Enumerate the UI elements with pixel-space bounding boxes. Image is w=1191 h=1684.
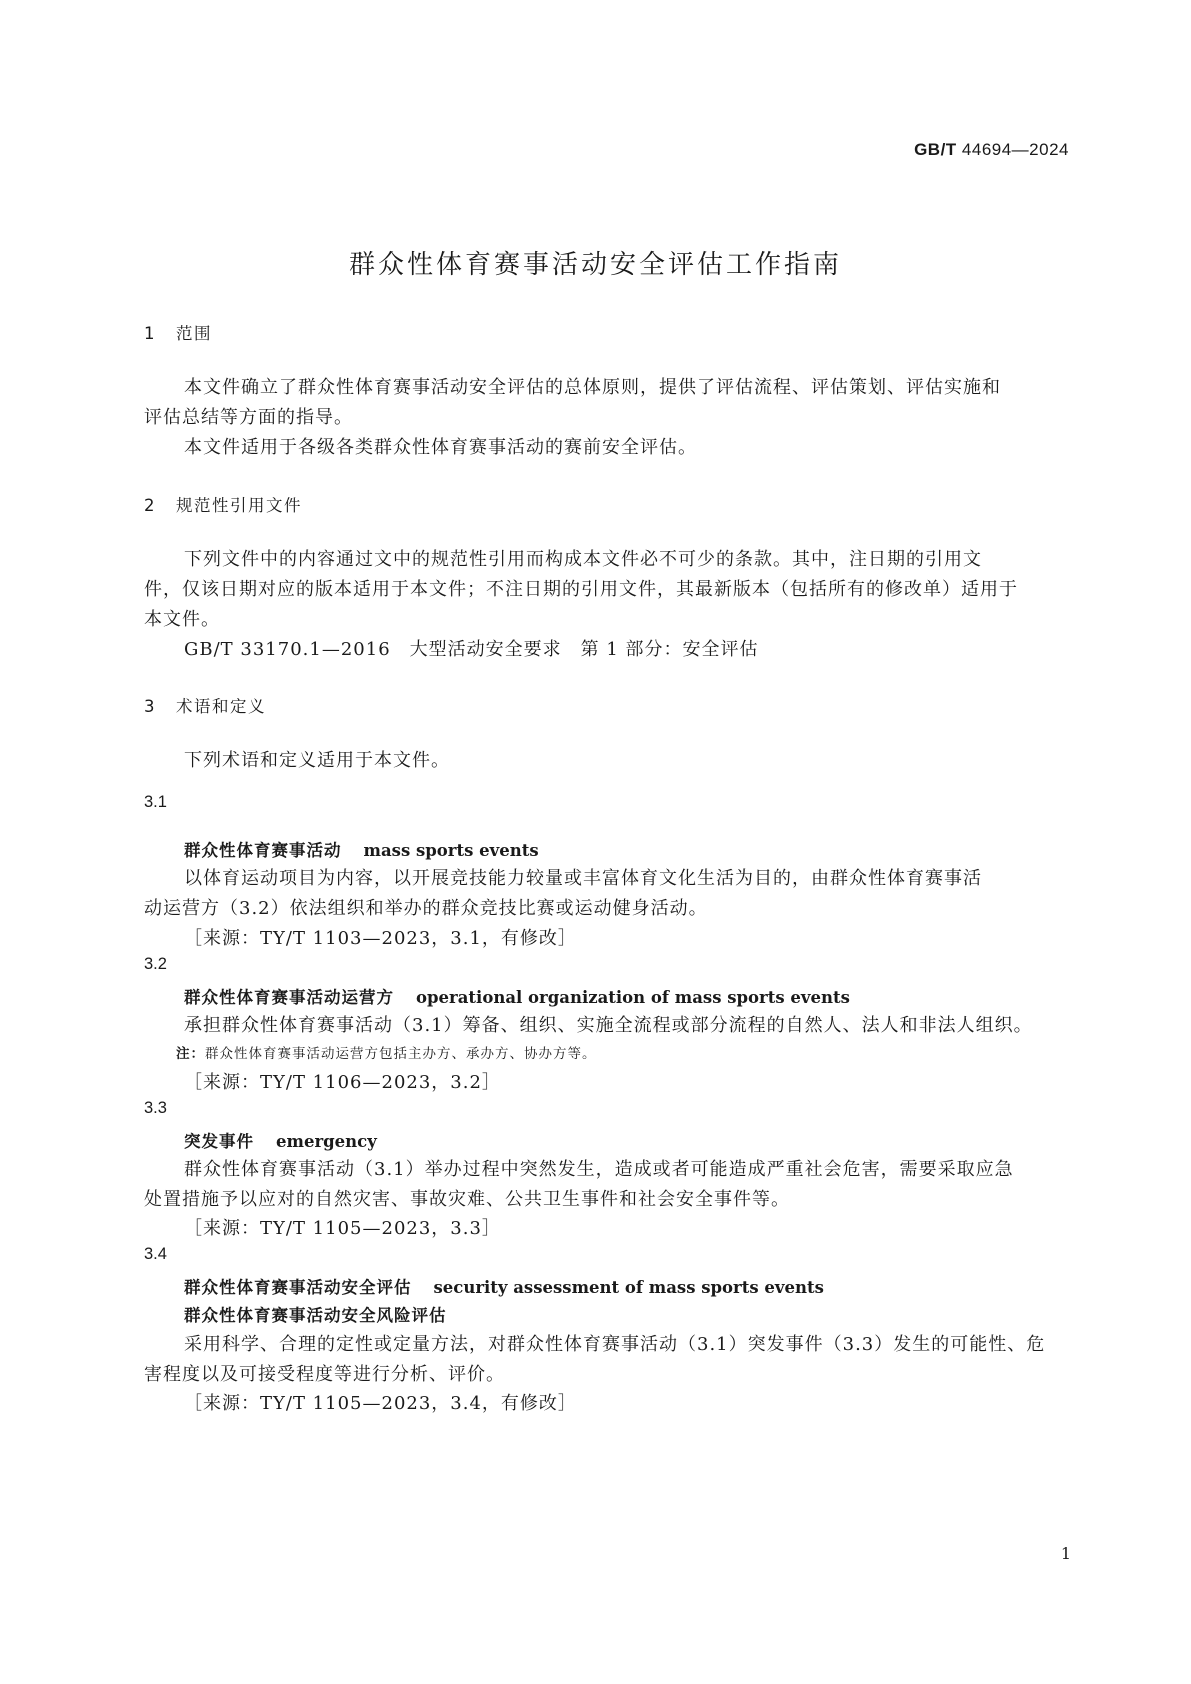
term-source: ［来源：TY/T 1105—2023，3.3］ xyxy=(184,1218,501,1239)
term-title xyxy=(184,1128,377,1152)
term-number: 3.2 xyxy=(144,955,167,973)
term-note xyxy=(176,1042,597,1062)
paragraph-line: 件，仅该日期对应的版本适用于本文件；不注日期的引用文件，其最新版本（包括所有的修改单）适用于 xyxy=(144,579,1018,600)
paragraph-line: 本文件确立了群众性体育赛事活动安全评估的总体原则，提供了评估流程、评估策划、评估实施和 xyxy=(184,377,1001,398)
term-definition: 群众性体育赛事活动（3.1）举办过程中突然发生，造成或者可能造成严重社会危害，需要采取应急 xyxy=(184,1159,1014,1180)
page-number: 1 xyxy=(1060,1544,1071,1563)
term-en: operational organization of mass sports events xyxy=(416,988,850,1007)
term-title xyxy=(184,837,539,861)
term-number: 3.4 xyxy=(144,1245,167,1263)
standard-prefix: GB/T xyxy=(914,140,957,159)
section-title: 术语和定义 xyxy=(176,697,266,716)
term-source: ［来源：TY/T 1106—2023，3.2］ xyxy=(184,1072,501,1093)
section-3-heading xyxy=(144,693,266,717)
term-zh: 群众性体育赛事活动安全评估 xyxy=(184,1278,412,1297)
section-number: 3 xyxy=(144,697,156,716)
term-definition: 处置措施予以应对的自然灾害、事故灾难、公共卫生事件和社会安全事件等。 xyxy=(144,1189,790,1210)
term-zh: 群众性体育赛事活动运营方 xyxy=(184,988,394,1007)
term-definition: 承担群众性体育赛事活动（3.1）筹备、组织、实施全流程或部分流程的自然人、法人和非法人组织。 xyxy=(184,1015,1033,1036)
normative-reference: GB/T 33170.1—2016 大型活动安全要求 第 1 部分：安全评估 xyxy=(184,639,759,660)
term-alt-title: 群众性体育赛事活动安全风险评估 xyxy=(184,1306,447,1325)
standard-code: 44694—2024 xyxy=(961,140,1069,159)
term-number: 3.1 xyxy=(144,793,167,811)
term-definition: 害程度以及可接受程度等进行分析、评价。 xyxy=(144,1364,505,1385)
term-title xyxy=(184,1274,824,1298)
term-number: 3.3 xyxy=(144,1099,167,1117)
paragraph-line: 下列术语和定义适用于本文件。 xyxy=(184,750,450,771)
term-en: emergency xyxy=(276,1132,377,1151)
document-title: 群众性体育赛事活动安全评估工作指南 xyxy=(348,250,842,280)
paragraph-line: 下列文件中的内容通过文中的规范性引用而构成本文件必不可少的条款。其中，注日期的引用文 xyxy=(184,549,982,570)
term-source: ［来源：TY/T 1103—2023，3.1，有修改］ xyxy=(184,928,577,949)
section-title: 规范性引用文件 xyxy=(176,496,302,515)
section-1-heading xyxy=(144,320,212,344)
section-number: 2 xyxy=(144,496,156,515)
term-en: security assessment of mass sports events xyxy=(433,1278,824,1297)
term-definition: 动运营方（3.2）依法组织和举办的群众竞技比赛或运动健身活动。 xyxy=(144,898,708,919)
term-zh: 突发事件 xyxy=(184,1132,254,1151)
note-label: 注： xyxy=(176,1046,205,1062)
term-title xyxy=(184,984,850,1008)
section-title: 范围 xyxy=(176,324,212,343)
paragraph-line: 评估总结等方面的指导。 xyxy=(144,407,353,428)
term-en: mass sports events xyxy=(363,841,539,860)
section-2-heading xyxy=(144,492,302,516)
standard-number xyxy=(914,140,1069,160)
term-zh: 群众性体育赛事活动 xyxy=(184,841,342,860)
paragraph-line: 本文件适用于各级各类群众性体育赛事活动的赛前安全评估。 xyxy=(184,437,697,458)
section-number: 1 xyxy=(144,324,156,343)
term-source: ［来源：TY/T 1105—2023，3.4，有修改］ xyxy=(184,1393,577,1414)
paragraph-line: 本文件。 xyxy=(144,609,220,630)
term-definition: 采用科学、合理的定性或定量方法，对群众性体育赛事活动（3.1）突发事件（3.3）发生的可能性、危 xyxy=(184,1334,1046,1355)
note-text: 群众性体育赛事活动运营方包括主办方、承办方、协办方等。 xyxy=(205,1046,597,1062)
term-definition: 以体育运动项目为内容，以开展竞技能力较量或丰富体育文化生活为目的，由群众性体育赛事活 xyxy=(184,868,982,889)
